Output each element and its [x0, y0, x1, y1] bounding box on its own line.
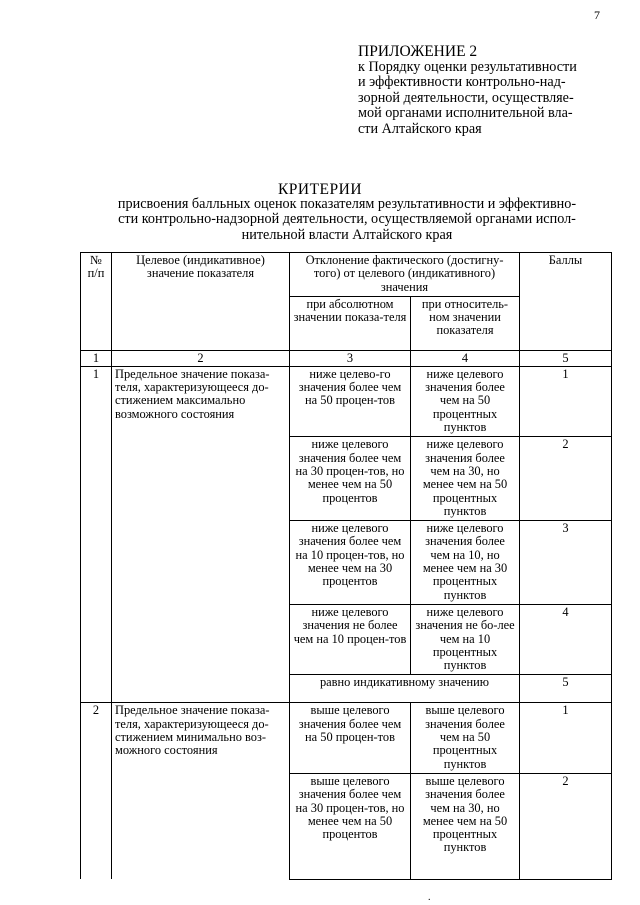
column-number: 4	[411, 350, 520, 366]
header-score: Баллы	[520, 253, 612, 351]
cell-merged: равно индикативному значению	[290, 675, 520, 703]
column-number: 3	[290, 350, 411, 366]
footer-mark: .	[428, 892, 431, 903]
cell-score: 5	[520, 675, 612, 703]
appendix-line: зорной деятельности, осуществляе-	[358, 89, 574, 106]
appendix-line: к Порядку оценки результативности	[358, 58, 577, 75]
cell-score: 2	[520, 773, 612, 879]
cell-score: 2	[520, 437, 612, 521]
cell-absolute: ниже целевого значения более чем на 10 процен-тов, но менее чем на 30 процентов	[290, 521, 411, 605]
header-target: Целевое (индикативное) значение показателя	[112, 253, 290, 351]
appendix-block	[358, 44, 608, 138]
header-deviation: Отклонение фактического (достигну-того) от целевого (индикативного) значения	[290, 253, 520, 297]
cell-absolute: выше целевого значения более чем на 30 процен-тов, но менее чем на 50 процентов	[290, 773, 411, 879]
header-num: № п/п	[81, 253, 112, 351]
cell-relative: ниже целевого значения более чем на 30, но менее чем на 50 процентных пунктов	[411, 437, 520, 521]
column-number: 1	[81, 350, 112, 366]
criteria-table	[80, 252, 612, 880]
cell-relative: ниже целевого значения более чем на 50 процентных пунктов	[411, 366, 520, 436]
cell-relative: ниже целевого значения более чем на 10, но менее чем на 30 процентных пунктов	[411, 521, 520, 605]
subheading-line: присвоения балльных оценок показателям результативности и эффективно-	[117, 196, 577, 212]
cell-score: 3	[520, 521, 612, 605]
appendix-line: мой органами исполнительной вла-	[358, 105, 573, 122]
cell-relative: выше целевого значения более чем на 50 процентных пунктов	[411, 703, 520, 773]
row-num: 2	[81, 703, 112, 879]
header-absolute: при абсолютном значении показа-теля	[290, 296, 411, 350]
subheading-line: нительной власти Алтайского края	[241, 226, 453, 243]
column-number: 5	[520, 350, 612, 366]
document-subheading	[82, 197, 612, 243]
row-description: Предельное значение показа-теля, характеризующееся до-стижением максимально возможного состояния	[112, 366, 290, 703]
cell-absolute: ниже целевого значения более чем на 30 процен-тов, но менее чем на 50 процентов	[290, 437, 411, 521]
row-description: Предельное значение показа-теля, характеризующееся до-стижением минимально воз-можного состояния	[112, 703, 290, 879]
column-number: 2	[112, 350, 290, 366]
subheading-line: сти контрольно-надзорной деятельности, осуществляемой органами испол-	[118, 211, 576, 228]
appendix-line: сти Алтайского края	[358, 120, 482, 137]
header-relative: при относитель-ном значении показателя	[411, 296, 520, 350]
appendix-title: ПРИЛОЖЕНИЕ 2	[358, 43, 478, 60]
appendix-line: и эффективности контрольно-над-	[358, 74, 566, 91]
cell-absolute: ниже целево-го значения более чем на 50 процен-тов	[290, 366, 411, 436]
row-num: 1	[81, 366, 112, 703]
cell-score: 1	[520, 703, 612, 773]
cell-score: 4	[520, 604, 612, 674]
document-heading: КРИТЕРИИ	[277, 181, 363, 198]
page-number: 7	[594, 8, 600, 22]
cell-score: 1	[520, 366, 612, 436]
cell-relative: ниже целевого значения не бо-лее чем на 10 процентных пунктов	[411, 604, 520, 674]
cell-absolute: ниже целевого значения не более чем на 10 процен-тов	[290, 604, 411, 674]
cell-absolute: выше целевого значения более чем на 50 процен-тов	[290, 703, 411, 773]
cell-relative: выше целевого значения более чем на 30, но менее чем на 50 процентных пунктов	[411, 773, 520, 879]
